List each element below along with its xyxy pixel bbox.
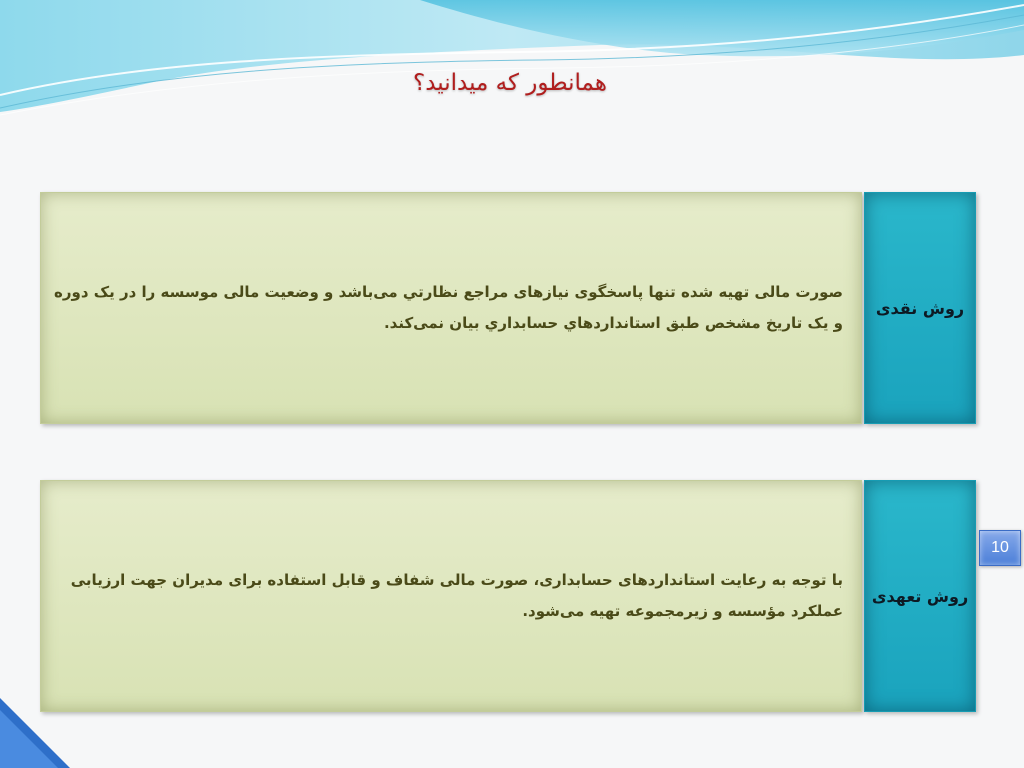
description-text: با توجه به رعایت استانداردهای حسابداری، صورت مالی شفاف و قابل استفاده برای مدیران جهت ارزیابی عملکرد مؤسسه و زیرمجموعه تهیه می‌شود.: [70, 571, 843, 620]
method-label: روش نقدی: [875, 298, 965, 318]
method-label-box: [864, 192, 976, 424]
description-box: [40, 192, 862, 424]
slide-title: همانطور که میدانید؟: [413, 70, 607, 96]
method-row-accrual: [40, 480, 976, 712]
method-label-box: [864, 480, 976, 712]
method-row-cash: [40, 192, 976, 424]
description-text: صورت مالی تهیه شده تنها پاسخگوی نیازهای مراجع نظارتي می‌باشد و وضعیت مالی موسسه را در یک دوره و یک تاریخ مشخص طبق استانداردهاي حسابداري بیان نمی‌کند.: [54, 283, 843, 332]
method-label: روش تعهدی: [871, 586, 969, 606]
description-box: [40, 480, 862, 712]
page-number-badge: 10: [979, 530, 1021, 566]
